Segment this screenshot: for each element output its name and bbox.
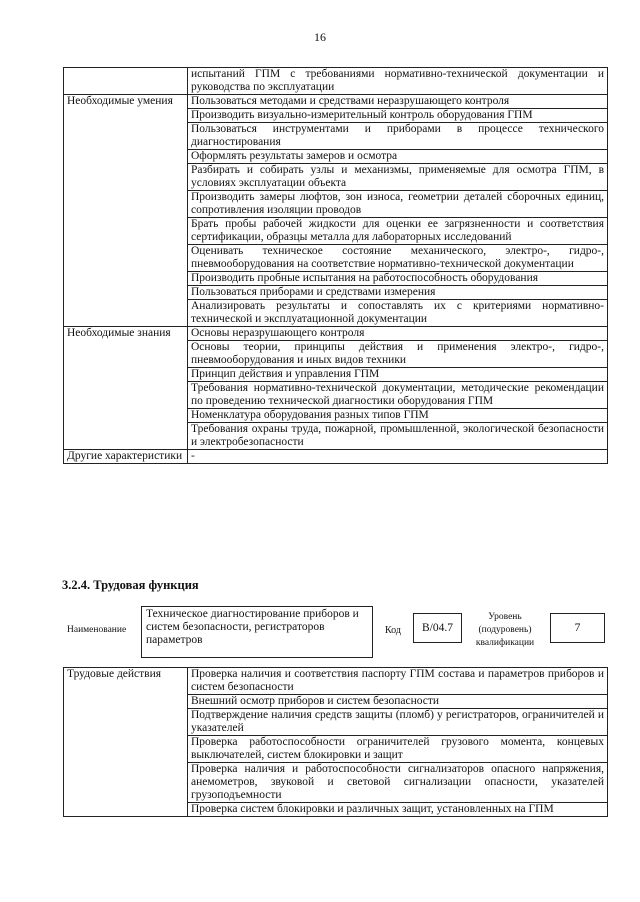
table-row: [64, 68, 608, 95]
table-cell: Основы неразрушающего контроля: [188, 327, 608, 341]
function-name-box: Техническое диагностирование приборов и систем безопасности, регистраторов параметров: [141, 606, 373, 658]
labor-actions-table: [63, 667, 608, 817]
table-cell: Проверка работоспособности ограничителей грузового момента, концевых выключателей, систем блокировки и защит: [188, 736, 608, 763]
table-cell: Производить визуально-измерительный контроль оборудования ГПМ: [188, 109, 608, 123]
table-cell: Пользоваться инструментами и приборами в процессе технического диагностирования: [188, 123, 608, 150]
table-cell: Проверка наличия и соответствия паспорту ГПМ состава и параметров приборов и систем безопасности: [188, 668, 608, 695]
page-number: 16: [314, 30, 326, 44]
table-cell: Основы теории, принципы действия и применения электро-, гидро-, пневмооборудования и иных видов техники: [188, 341, 608, 368]
qualification-level-label: Уровень (подуровень) квалификации: [475, 612, 535, 648]
table-cell: Производить пробные испытания на работоспособность оборудования: [188, 272, 608, 286]
table-cell: Требования охраны труда, пожарной, промышленной, экологической безопасности и электробезопасности: [188, 423, 608, 450]
table-cell: Оформлять результаты замеров и осмотра: [188, 150, 608, 164]
table-cell: Внешний осмотр приборов и систем безопасности: [188, 695, 608, 709]
code-value-box: B/04.7: [413, 613, 462, 643]
table-cell: Пользоваться приборами и средствами измерения: [188, 286, 608, 300]
table-cell: Требования нормативно-технической документации, методические рекомендации по проведению технической диагностики оборудования ГПМ: [188, 382, 608, 409]
table-row: [64, 327, 608, 341]
row-label: Необходимые знания: [64, 327, 188, 450]
table-cell: Разбирать и собирать узлы и механизмы, применяемые для осмотра ГПМ, в условиях эксплуатации объекта: [188, 164, 608, 191]
competency-table: [63, 67, 608, 464]
row-label: Другие характеристики: [64, 450, 188, 464]
table-cell: Проверка систем блокировки и различных защит, установленных на ГПМ: [188, 803, 608, 817]
name-label: Наименование: [67, 625, 127, 635]
table-cell: -: [188, 450, 608, 464]
qualification-level-box: 7: [550, 613, 605, 643]
table-cell: Номенклатура оборудования разных типов ГПМ: [188, 409, 608, 423]
table-cell: Оценивать техническое состояние механического, электро-, гидро-, пневмооборудования на соответствие нормативно-технической документации: [188, 245, 608, 272]
table-row: [64, 95, 608, 109]
table-cell: Брать пробы рабочей жидкости для оценки ее загрязненности и соответствия сертификации, образцы металла для лабораторных исследований: [188, 218, 608, 245]
code-label: Код: [385, 625, 401, 636]
table-cell: Анализировать результаты и сопоставлять их с критериями нормативно-технической и эксплуатационной документации: [188, 300, 608, 327]
table-cell: Принцип действия и управления ГПМ: [188, 368, 608, 382]
section-heading: 3.2.4. Трудовая функция: [62, 578, 199, 592]
table-cell: испытаний ГПМ с требованиями нормативно-технической документации и руководства по эксплуатации: [188, 68, 608, 95]
function-header: [63, 605, 608, 661]
table-cell: Проверка наличия и работоспособности сигнализаторов опасного напряжения, анемометров, звуковой и световой сигнализации опасности, указателей грузоподъемности: [188, 763, 608, 803]
row-label: Необходимые умения: [64, 95, 188, 327]
table-row: [64, 450, 608, 464]
table-row: [64, 668, 608, 695]
table-cell: Подтверждение наличия средств защиты (пломб) у регистраторов, ограничителей и указателей: [188, 709, 608, 736]
table-cell: Пользоваться методами и средствами неразрушающего контроля: [188, 95, 608, 109]
table-cell: Производить замеры люфтов, зон износа, геометрии деталей сборочных единиц, сопротивления изоляции проводов: [188, 191, 608, 218]
row-label: [64, 68, 188, 95]
row-label: Трудовые действия: [64, 668, 188, 817]
